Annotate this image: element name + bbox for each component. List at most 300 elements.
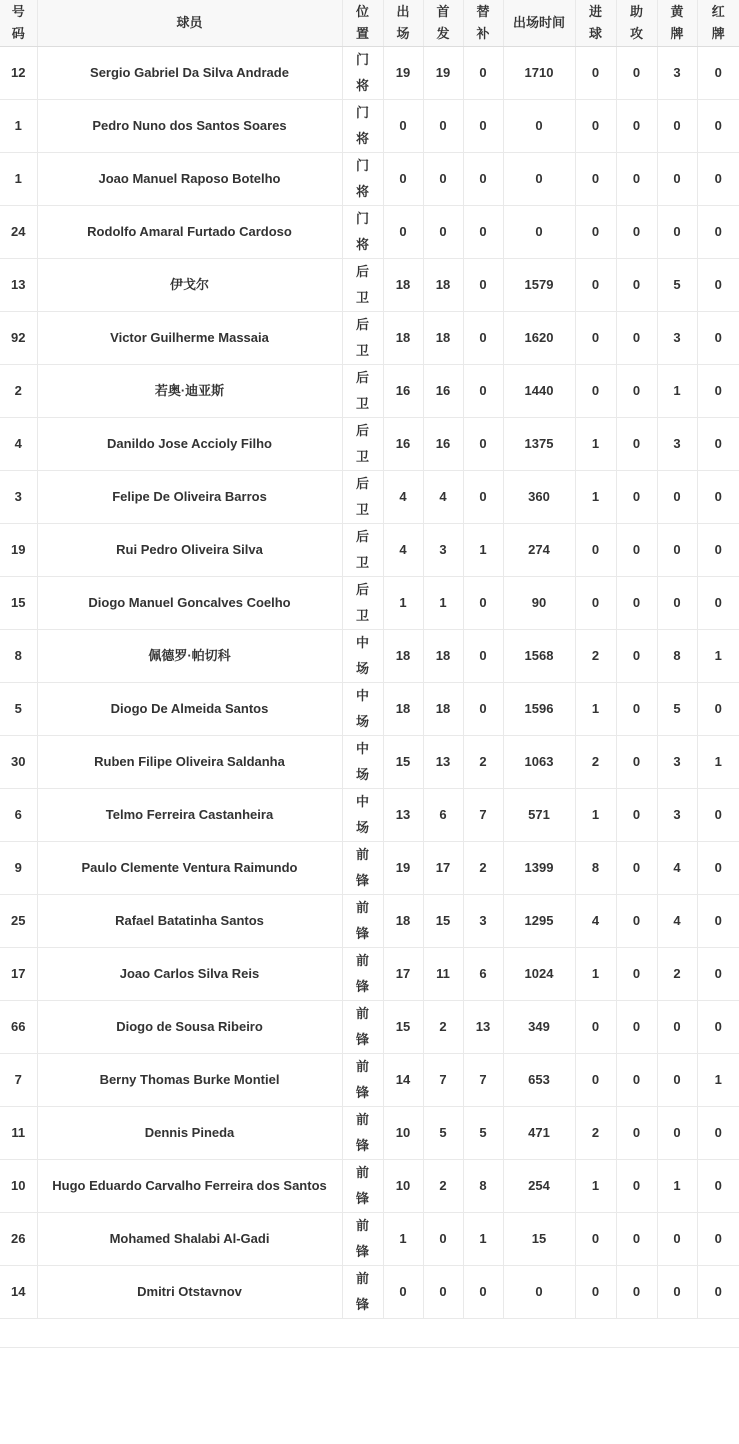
cell-red-cards: 0 bbox=[697, 789, 739, 842]
column-header-player: 球员 bbox=[37, 0, 342, 47]
cell-number: 92 bbox=[0, 312, 37, 365]
cell-assists: 0 bbox=[616, 312, 657, 365]
cell-player: Hugo Eduardo Carvalho Ferreira dos Santos bbox=[37, 1160, 342, 1213]
cell-starts: 18 bbox=[423, 630, 463, 683]
table-row bbox=[0, 948, 739, 1001]
cell-starts: 5 bbox=[423, 1107, 463, 1160]
cell-appearances: 15 bbox=[383, 736, 423, 789]
table-row bbox=[0, 471, 739, 524]
cell-goals: 2 bbox=[575, 630, 616, 683]
cell-position: 前锋 bbox=[342, 895, 383, 948]
cell-position: 中场 bbox=[342, 683, 383, 736]
cell-substitute: 13 bbox=[463, 1001, 503, 1054]
cell-assists: 0 bbox=[616, 47, 657, 100]
column-header-yellow-cards: 黄牌 bbox=[657, 0, 697, 47]
cell-substitute: 7 bbox=[463, 789, 503, 842]
cell-substitute: 0 bbox=[463, 312, 503, 365]
cell-starts: 0 bbox=[423, 153, 463, 206]
column-header-red-cards: 红牌 bbox=[697, 0, 739, 47]
cell-assists: 0 bbox=[616, 1266, 657, 1319]
cell-substitute: 0 bbox=[463, 153, 503, 206]
cell-goals: 0 bbox=[575, 1001, 616, 1054]
cell-number: 24 bbox=[0, 206, 37, 259]
cell-assists: 0 bbox=[616, 683, 657, 736]
cell-assists: 0 bbox=[616, 1107, 657, 1160]
cell-minutes: 0 bbox=[503, 153, 575, 206]
cell-player: Victor Guilherme Massaia bbox=[37, 312, 342, 365]
cell-position: 前锋 bbox=[342, 1054, 383, 1107]
cell-appearances: 18 bbox=[383, 259, 423, 312]
cell-red-cards: 0 bbox=[697, 1107, 739, 1160]
cell-player: Sergio Gabriel Da Silva Andrade bbox=[37, 47, 342, 100]
cell-minutes: 349 bbox=[503, 1001, 575, 1054]
cell-player: Danildo Jose Accioly Filho bbox=[37, 418, 342, 471]
cell-number: 8 bbox=[0, 630, 37, 683]
cell-red-cards: 0 bbox=[697, 365, 739, 418]
cell-red-cards: 0 bbox=[697, 524, 739, 577]
cell-player: Dmitri Otstavnov bbox=[37, 1266, 342, 1319]
cell-assists: 0 bbox=[616, 259, 657, 312]
cell-red-cards: 0 bbox=[697, 100, 739, 153]
cell-player: 若奥·迪亚斯 bbox=[37, 365, 342, 418]
table-row bbox=[0, 312, 739, 365]
cell-substitute: 5 bbox=[463, 1107, 503, 1160]
cell-starts: 2 bbox=[423, 1160, 463, 1213]
cell-substitute: 6 bbox=[463, 948, 503, 1001]
cell-minutes: 360 bbox=[503, 471, 575, 524]
cell-minutes: 1399 bbox=[503, 842, 575, 895]
cell-substitute: 0 bbox=[463, 577, 503, 630]
cell-minutes: 1579 bbox=[503, 259, 575, 312]
cell-goals: 2 bbox=[575, 736, 616, 789]
cell-player: Joao Carlos Silva Reis bbox=[37, 948, 342, 1001]
cell-red-cards: 0 bbox=[697, 312, 739, 365]
cell-starts: 19 bbox=[423, 47, 463, 100]
cell-goals: 0 bbox=[575, 1213, 616, 1266]
cell-appearances: 18 bbox=[383, 683, 423, 736]
cell-goals: 0 bbox=[575, 153, 616, 206]
cell-red-cards: 0 bbox=[697, 895, 739, 948]
cell-minutes: 1295 bbox=[503, 895, 575, 948]
cell-substitute: 0 bbox=[463, 471, 503, 524]
cell-assists: 0 bbox=[616, 948, 657, 1001]
cell-minutes: 1063 bbox=[503, 736, 575, 789]
cell-goals: 8 bbox=[575, 842, 616, 895]
cell-minutes: 571 bbox=[503, 789, 575, 842]
cell-yellow-cards: 0 bbox=[657, 1054, 697, 1107]
cell-substitute: 0 bbox=[463, 1266, 503, 1319]
cell-substitute: 0 bbox=[463, 418, 503, 471]
cell-player: Rodolfo Amaral Furtado Cardoso bbox=[37, 206, 342, 259]
cell-assists: 0 bbox=[616, 206, 657, 259]
cell-number: 10 bbox=[0, 1160, 37, 1213]
table-row bbox=[0, 365, 739, 418]
cell-appearances: 14 bbox=[383, 1054, 423, 1107]
cell-player: Paulo Clemente Ventura Raimundo bbox=[37, 842, 342, 895]
cell-substitute: 2 bbox=[463, 736, 503, 789]
table-row bbox=[0, 577, 739, 630]
cell-yellow-cards: 8 bbox=[657, 630, 697, 683]
cell-position: 后卫 bbox=[342, 471, 383, 524]
cell-goals: 0 bbox=[575, 1266, 616, 1319]
cell-assists: 0 bbox=[616, 365, 657, 418]
cell-yellow-cards: 0 bbox=[657, 153, 697, 206]
cell-goals: 0 bbox=[575, 577, 616, 630]
cell-assists: 0 bbox=[616, 577, 657, 630]
table-row bbox=[0, 418, 739, 471]
cell-yellow-cards: 4 bbox=[657, 842, 697, 895]
cell-substitute: 7 bbox=[463, 1054, 503, 1107]
cell-goals: 1 bbox=[575, 471, 616, 524]
table-row bbox=[0, 842, 739, 895]
cell-player: Telmo Ferreira Castanheira bbox=[37, 789, 342, 842]
cell-red-cards: 0 bbox=[697, 1160, 739, 1213]
cell-position: 门将 bbox=[342, 100, 383, 153]
cell-minutes: 1596 bbox=[503, 683, 575, 736]
cell-assists: 0 bbox=[616, 1054, 657, 1107]
cell-appearances: 13 bbox=[383, 789, 423, 842]
cell-substitute: 0 bbox=[463, 47, 503, 100]
cell-starts: 18 bbox=[423, 259, 463, 312]
cell-goals: 1 bbox=[575, 418, 616, 471]
cell-player: Diogo Manuel Goncalves Coelho bbox=[37, 577, 342, 630]
cell-yellow-cards: 4 bbox=[657, 895, 697, 948]
cell-player: Rui Pedro Oliveira Silva bbox=[37, 524, 342, 577]
cell-player: Mohamed Shalabi Al-Gadi bbox=[37, 1213, 342, 1266]
cell-position: 后卫 bbox=[342, 418, 383, 471]
cell-position: 前锋 bbox=[342, 842, 383, 895]
cell-player: Diogo de Sousa Ribeiro bbox=[37, 1001, 342, 1054]
cell-yellow-cards: 0 bbox=[657, 524, 697, 577]
cell-player: Rafael Batatinha Santos bbox=[37, 895, 342, 948]
cell-appearances: 16 bbox=[383, 365, 423, 418]
cell-appearances: 4 bbox=[383, 471, 423, 524]
cell-number: 3 bbox=[0, 471, 37, 524]
cell-number: 6 bbox=[0, 789, 37, 842]
cell-assists: 0 bbox=[616, 471, 657, 524]
cell-number: 12 bbox=[0, 47, 37, 100]
cell-number: 30 bbox=[0, 736, 37, 789]
cell-number: 11 bbox=[0, 1107, 37, 1160]
cell-starts: 17 bbox=[423, 842, 463, 895]
cell-appearances: 17 bbox=[383, 948, 423, 1001]
cell-appearances: 18 bbox=[383, 895, 423, 948]
cell-starts: 11 bbox=[423, 948, 463, 1001]
cell-position: 门将 bbox=[342, 206, 383, 259]
cell-yellow-cards: 0 bbox=[657, 100, 697, 153]
column-header-appearances: 出场 bbox=[383, 0, 423, 47]
cell-starts: 16 bbox=[423, 365, 463, 418]
cell-assists: 0 bbox=[616, 1213, 657, 1266]
cell-number: 7 bbox=[0, 1054, 37, 1107]
cell-appearances: 18 bbox=[383, 312, 423, 365]
cell-yellow-cards: 2 bbox=[657, 948, 697, 1001]
cell-assists: 0 bbox=[616, 1001, 657, 1054]
cell-substitute: 3 bbox=[463, 895, 503, 948]
cell-number: 13 bbox=[0, 259, 37, 312]
column-header-assists: 助攻 bbox=[616, 0, 657, 47]
table-row bbox=[0, 153, 739, 206]
cell-red-cards: 1 bbox=[697, 1054, 739, 1107]
cell-yellow-cards: 0 bbox=[657, 471, 697, 524]
cell-yellow-cards: 0 bbox=[657, 577, 697, 630]
cell-position: 后卫 bbox=[342, 312, 383, 365]
cell-goals: 0 bbox=[575, 100, 616, 153]
table-row bbox=[0, 789, 739, 842]
cell-substitute: 1 bbox=[463, 1213, 503, 1266]
column-header-minutes: 出场时间 bbox=[503, 0, 575, 47]
cell-appearances: 19 bbox=[383, 842, 423, 895]
cell-red-cards: 1 bbox=[697, 630, 739, 683]
cell-position: 后卫 bbox=[342, 524, 383, 577]
cell-goals: 1 bbox=[575, 1160, 616, 1213]
cell-substitute: 1 bbox=[463, 524, 503, 577]
cell-starts: 18 bbox=[423, 683, 463, 736]
cell-player: 佩德罗·帕切科 bbox=[37, 630, 342, 683]
cell-yellow-cards: 3 bbox=[657, 418, 697, 471]
cell-minutes: 1568 bbox=[503, 630, 575, 683]
cell-player: 伊戈尔 bbox=[37, 259, 342, 312]
cell-number: 26 bbox=[0, 1213, 37, 1266]
cell-minutes: 471 bbox=[503, 1107, 575, 1160]
cell-starts: 7 bbox=[423, 1054, 463, 1107]
cell-appearances: 1 bbox=[383, 577, 423, 630]
cell-appearances: 18 bbox=[383, 630, 423, 683]
cell-minutes: 254 bbox=[503, 1160, 575, 1213]
cell-minutes: 653 bbox=[503, 1054, 575, 1107]
cell-minutes: 0 bbox=[503, 206, 575, 259]
cell-starts: 1 bbox=[423, 577, 463, 630]
cell-goals: 0 bbox=[575, 365, 616, 418]
cell-number: 66 bbox=[0, 1001, 37, 1054]
table-row bbox=[0, 1266, 739, 1319]
cell-starts: 15 bbox=[423, 895, 463, 948]
cell-starts: 4 bbox=[423, 471, 463, 524]
cell-yellow-cards: 3 bbox=[657, 47, 697, 100]
cell-starts: 0 bbox=[423, 1266, 463, 1319]
cell-minutes: 0 bbox=[503, 1266, 575, 1319]
cell-position: 前锋 bbox=[342, 1213, 383, 1266]
cell-red-cards: 0 bbox=[697, 259, 739, 312]
cell-position: 门将 bbox=[342, 47, 383, 100]
table-body bbox=[0, 47, 739, 1319]
cell-yellow-cards: 3 bbox=[657, 736, 697, 789]
cell-yellow-cards: 1 bbox=[657, 1160, 697, 1213]
cell-assists: 0 bbox=[616, 895, 657, 948]
cell-red-cards: 0 bbox=[697, 418, 739, 471]
cell-position: 中场 bbox=[342, 789, 383, 842]
cell-yellow-cards: 5 bbox=[657, 259, 697, 312]
table-row bbox=[0, 1213, 739, 1266]
cell-red-cards: 0 bbox=[697, 1001, 739, 1054]
cell-minutes: 1620 bbox=[503, 312, 575, 365]
cell-substitute: 0 bbox=[463, 206, 503, 259]
table-row bbox=[0, 683, 739, 736]
cell-assists: 0 bbox=[616, 789, 657, 842]
cell-goals: 1 bbox=[575, 683, 616, 736]
cell-player: Dennis Pineda bbox=[37, 1107, 342, 1160]
cell-substitute: 0 bbox=[463, 365, 503, 418]
cell-minutes: 1024 bbox=[503, 948, 575, 1001]
cell-yellow-cards: 3 bbox=[657, 312, 697, 365]
cell-number: 15 bbox=[0, 577, 37, 630]
table-row bbox=[0, 259, 739, 312]
cell-player: Ruben Filipe Oliveira Saldanha bbox=[37, 736, 342, 789]
table-row bbox=[0, 1160, 739, 1213]
cell-minutes: 1375 bbox=[503, 418, 575, 471]
table-row bbox=[0, 100, 739, 153]
cell-appearances: 10 bbox=[383, 1160, 423, 1213]
cell-position: 前锋 bbox=[342, 1160, 383, 1213]
cell-appearances: 16 bbox=[383, 418, 423, 471]
cell-number: 1 bbox=[0, 100, 37, 153]
cell-goals: 0 bbox=[575, 1054, 616, 1107]
cell-number: 19 bbox=[0, 524, 37, 577]
cell-number: 14 bbox=[0, 1266, 37, 1319]
cell-appearances: 0 bbox=[383, 206, 423, 259]
cell-number: 4 bbox=[0, 418, 37, 471]
column-header-goals: 进球 bbox=[575, 0, 616, 47]
cell-starts: 13 bbox=[423, 736, 463, 789]
cell-substitute: 8 bbox=[463, 1160, 503, 1213]
cell-substitute: 2 bbox=[463, 842, 503, 895]
cell-yellow-cards: 0 bbox=[657, 1213, 697, 1266]
cell-appearances: 19 bbox=[383, 47, 423, 100]
cell-number: 1 bbox=[0, 153, 37, 206]
cell-starts: 3 bbox=[423, 524, 463, 577]
cell-position: 前锋 bbox=[342, 1107, 383, 1160]
cell-assists: 0 bbox=[616, 736, 657, 789]
cell-player: Diogo De Almeida Santos bbox=[37, 683, 342, 736]
cell-yellow-cards: 0 bbox=[657, 1266, 697, 1319]
cell-position: 中场 bbox=[342, 736, 383, 789]
cell-minutes: 15 bbox=[503, 1213, 575, 1266]
cell-player: Joao Manuel Raposo Botelho bbox=[37, 153, 342, 206]
cell-assists: 0 bbox=[616, 842, 657, 895]
table-row bbox=[0, 736, 739, 789]
cell-red-cards: 0 bbox=[697, 206, 739, 259]
cell-substitute: 0 bbox=[463, 630, 503, 683]
cell-starts: 2 bbox=[423, 1001, 463, 1054]
cell-appearances: 10 bbox=[383, 1107, 423, 1160]
cell-position: 前锋 bbox=[342, 948, 383, 1001]
cell-red-cards: 0 bbox=[697, 153, 739, 206]
cell-yellow-cards: 3 bbox=[657, 789, 697, 842]
cell-assists: 0 bbox=[616, 418, 657, 471]
cell-red-cards: 0 bbox=[697, 471, 739, 524]
cell-number: 5 bbox=[0, 683, 37, 736]
cell-goals: 2 bbox=[575, 1107, 616, 1160]
cell-number: 17 bbox=[0, 948, 37, 1001]
cell-number: 9 bbox=[0, 842, 37, 895]
cell-position: 后卫 bbox=[342, 577, 383, 630]
table-row bbox=[0, 1107, 739, 1160]
cell-red-cards: 0 bbox=[697, 47, 739, 100]
cell-position: 前锋 bbox=[342, 1266, 383, 1319]
cell-appearances: 0 bbox=[383, 1266, 423, 1319]
cell-red-cards: 0 bbox=[697, 948, 739, 1001]
cell-red-cards: 0 bbox=[697, 1266, 739, 1319]
cell-appearances: 1 bbox=[383, 1213, 423, 1266]
cell-yellow-cards: 0 bbox=[657, 1107, 697, 1160]
cell-red-cards: 0 bbox=[697, 577, 739, 630]
cell-minutes: 1710 bbox=[503, 47, 575, 100]
table-row bbox=[0, 895, 739, 948]
cell-assists: 0 bbox=[616, 1160, 657, 1213]
cell-minutes: 90 bbox=[503, 577, 575, 630]
cell-assists: 0 bbox=[616, 153, 657, 206]
cell-player: Pedro Nuno dos Santos Soares bbox=[37, 100, 342, 153]
cell-goals: 4 bbox=[575, 895, 616, 948]
column-header-number: 号码 bbox=[0, 0, 37, 47]
cell-starts: 0 bbox=[423, 100, 463, 153]
table-row bbox=[0, 1001, 739, 1054]
cell-starts: 0 bbox=[423, 1213, 463, 1266]
cell-appearances: 0 bbox=[383, 100, 423, 153]
cell-starts: 0 bbox=[423, 206, 463, 259]
cell-substitute: 0 bbox=[463, 100, 503, 153]
cell-player: Berny Thomas Burke Montiel bbox=[37, 1054, 342, 1107]
header-row bbox=[0, 0, 739, 47]
cell-goals: 1 bbox=[575, 789, 616, 842]
cell-number: 2 bbox=[0, 365, 37, 418]
table-header bbox=[0, 0, 739, 47]
table-row bbox=[0, 206, 739, 259]
cell-goals: 0 bbox=[575, 259, 616, 312]
cell-red-cards: 0 bbox=[697, 683, 739, 736]
cell-position: 中场 bbox=[342, 630, 383, 683]
cell-yellow-cards: 0 bbox=[657, 1001, 697, 1054]
cell-substitute: 0 bbox=[463, 259, 503, 312]
cell-substitute: 0 bbox=[463, 683, 503, 736]
cell-goals: 1 bbox=[575, 948, 616, 1001]
cell-starts: 6 bbox=[423, 789, 463, 842]
cell-yellow-cards: 0 bbox=[657, 206, 697, 259]
column-header-starts: 首发 bbox=[423, 0, 463, 47]
cell-player: Felipe De Oliveira Barros bbox=[37, 471, 342, 524]
cell-assists: 0 bbox=[616, 524, 657, 577]
table-row bbox=[0, 47, 739, 100]
cell-assists: 0 bbox=[616, 100, 657, 153]
cell-position: 后卫 bbox=[342, 365, 383, 418]
cell-position: 门将 bbox=[342, 153, 383, 206]
table-row bbox=[0, 1054, 739, 1107]
cell-appearances: 4 bbox=[383, 524, 423, 577]
cell-position: 后卫 bbox=[342, 259, 383, 312]
cell-goals: 0 bbox=[575, 206, 616, 259]
cell-starts: 16 bbox=[423, 418, 463, 471]
cell-goals: 0 bbox=[575, 47, 616, 100]
table-row bbox=[0, 630, 739, 683]
cell-number: 25 bbox=[0, 895, 37, 948]
cell-minutes: 0 bbox=[503, 100, 575, 153]
cell-yellow-cards: 1 bbox=[657, 365, 697, 418]
cell-red-cards: 0 bbox=[697, 842, 739, 895]
cell-starts: 18 bbox=[423, 312, 463, 365]
cell-assists: 0 bbox=[616, 630, 657, 683]
cell-position: 前锋 bbox=[342, 1001, 383, 1054]
cell-goals: 0 bbox=[575, 524, 616, 577]
table-row bbox=[0, 524, 739, 577]
cell-appearances: 15 bbox=[383, 1001, 423, 1054]
table-footer-strip bbox=[0, 1319, 739, 1348]
cell-red-cards: 0 bbox=[697, 1213, 739, 1266]
cell-appearances: 0 bbox=[383, 153, 423, 206]
cell-yellow-cards: 5 bbox=[657, 683, 697, 736]
cell-minutes: 1440 bbox=[503, 365, 575, 418]
cell-minutes: 274 bbox=[503, 524, 575, 577]
column-header-substitute: 替补 bbox=[463, 0, 503, 47]
